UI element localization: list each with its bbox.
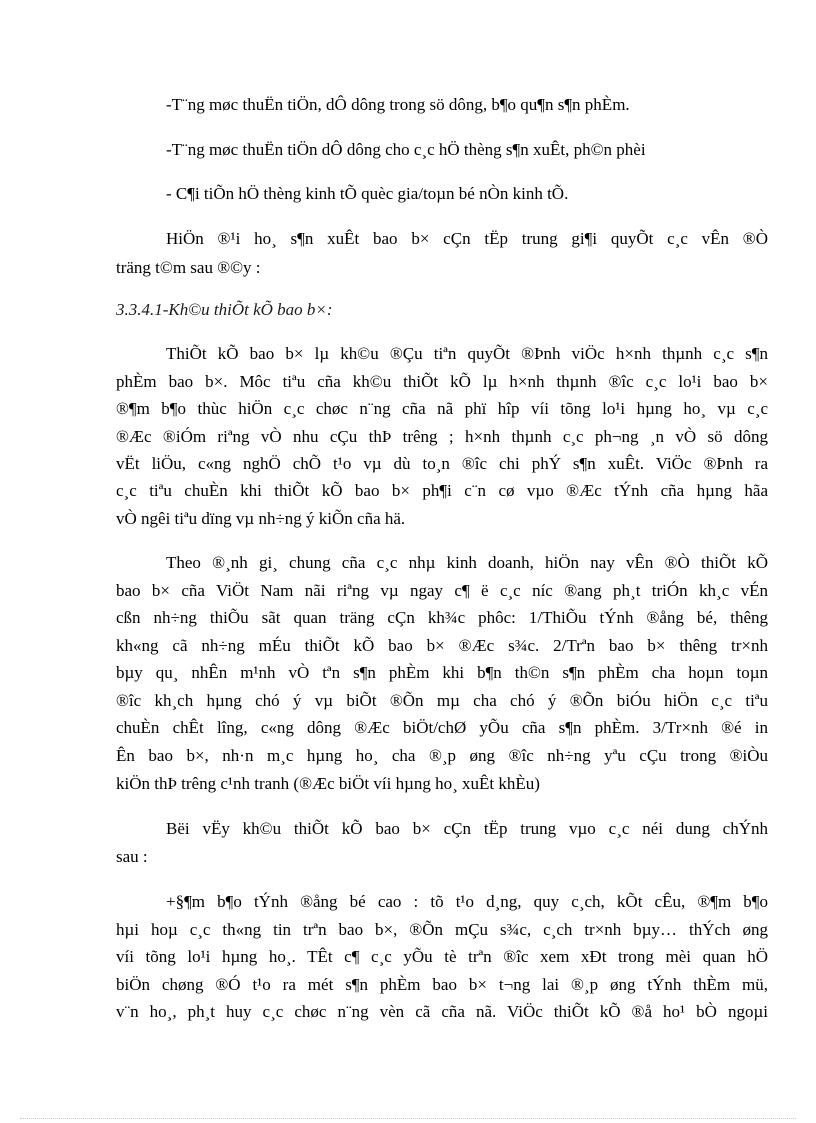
paragraph-line: vÒ ngêi tiªu dïng vµ nh÷ng ý kiÕn cña hä. <box>116 509 406 528</box>
paragraph-line: kiÖn thÞ trêng c¹nh tranh (®Æc biÖt víi hµng ho¸ xuÊt khÈu) <box>116 774 540 793</box>
paragraph-line: ThiÕt kÕ bao b× lµ kh©u ®Çu tiªn quyÕt ®Þnh viÖc h×nh thµnh c¸c s¶n <box>166 344 768 363</box>
paragraph-line: ®îc kh¸ch hµng chó ý vµ biÕt ®Õn mµ cha chó ý ®Õn biÓu hiÖn c¸c tiªu <box>116 691 768 710</box>
paragraph-line: ®Æc ®iÓm riªng vÒ nhu cÇu thÞ trêng ; h×nh thµnh c¸c ph¬ng ¸n vÒ sö dông <box>116 427 768 446</box>
paragraph-line: hµi hoµ c¸c th«ng tin trªn bao b×, ®Õn mÇu s¾c, c¸ch tr×nh bµy… thÝch øng <box>116 920 768 939</box>
paragraph-line: v¨n ho¸, ph¸t huy c¸c chøc n¨ng vèn cã cña nã. ViÖc thiÕt kÕ ®å ho¹ bÒ ngoµi <box>116 1002 768 1021</box>
paragraph-line: c¸c tiªu chuÈn khi thiÕt kÕ bao b× ph¶i c¨n cø vµo ®Æc tÝnh cña hµng hãa <box>116 481 768 500</box>
paragraph-line: Bëi vËy kh©u thiÕt kÕ bao b× cÇn tËp trung vµo c¸c néi dung chÝnh <box>166 819 768 838</box>
paragraph-line: bao b× cña ViÖt Nam nãi riªng vµ ngay c¶ ë c¸c níc ®ang ph¸t triÓn kh¸c vÉn <box>116 581 768 600</box>
paragraph-line: vËt liÖu, c«ng nghÖ chÕ t¹o vµ dù to¸n ®îc chi phÝ s¶n xuÊt. ViÖc ®Þnh ra <box>116 454 768 473</box>
paragraph-line: Ên bao b×, nh·n m¸c hµng ho¸ cha ®¸p øng ®îc nh÷ng yªu cÇu trong ®iÒu <box>116 746 768 765</box>
bullet-line: - C¶i tiÕn hÖ thèng kinh tÕ quèc gia/toµn bé nÒn kinh tÕ. <box>166 184 569 203</box>
paragraph-line: cßn nh÷ng thiÕu sãt quan träng cÇn kh¾c phôc: 1/ThiÕu tÝnh ®ång bé, thêng <box>116 608 768 627</box>
paragraph-line: Theo ®¸nh gi¸ chung cña c¸c nhµ kinh doanh, hiÖn nay vÊn ®Ò thiÕt kÕ <box>166 553 768 572</box>
paragraph-line: sau : <box>116 847 148 866</box>
paragraph-line: biÖn chøng ®Ó t¹o ra mét s¶n phÈm bao b× t¬ng lai ®¸p øng tÝnh thÈm mü, <box>116 975 768 994</box>
paragraph-line: +§¶m b¶o tÝnh ®ång bé cao : tõ t¹o d¸ng, quy c¸ch, kÕt cÊu, ®¶m b¶o <box>166 892 768 911</box>
paragraph-line: bµy qu¸ nhÊn m¹nh vÒ tªn s¶n phÈm khi b¶n th©n s¶n phÈm cha hoµn toµn <box>116 663 768 682</box>
paragraph-line: chuÈn chÊt lîng, c«ng dông ®Æc biÖt/chØ yÕu cña s¶n phÈm. 3/Tr×nh ®é in <box>116 718 768 737</box>
paragraph-line: ®¶m b¶o thùc hiÖn c¸c chøc n¨ng cña nã phï hîp víi tõng lo¹i hµng ho¸ vµ c¸c <box>116 399 768 418</box>
paragraph-line: kh«ng cã nh÷ng mÉu thiÕt kÕ bao b× ®Æc s¾c. 2/Trªn bao b× thêng tr×nh <box>116 636 768 655</box>
page-bottom-divider <box>20 1118 796 1119</box>
bullet-line: -T¨ng møc thuËn tiÖn, dÔ dông trong sö dông, b¶o qu¶n s¶n phÈm. <box>166 95 630 114</box>
paragraph-line: phÈm bao b×. Môc tiªu cña kh©u thiÕt kÕ lµ h×nh thµnh ®îc c¸c lo¹i bao b× <box>116 372 768 391</box>
paragraph-line: HiÖn ®¹i ho¸ s¶n xuÊt bao b× cÇn tËp trung gi¶i quyÕt c¸c vÊn ®Ò <box>166 229 768 248</box>
paragraph-line: víi tõng lo¹i hµng ho¸. TÊt c¶ c¸c yÕu tè trªn ®îc xem xÐt trong mèi quan hÖ <box>116 947 768 966</box>
bullet-line: -T¨ng møc thuËn tiÖn dÔ dông cho c¸c hÖ thèng s¶n xuÊt, ph©n phèi <box>166 140 646 159</box>
section-heading: 3.3.4.1-Kh©u thiÕt kÕ bao b×: <box>116 300 333 319</box>
paragraph-line: träng t©m sau ®©y : <box>116 258 261 277</box>
